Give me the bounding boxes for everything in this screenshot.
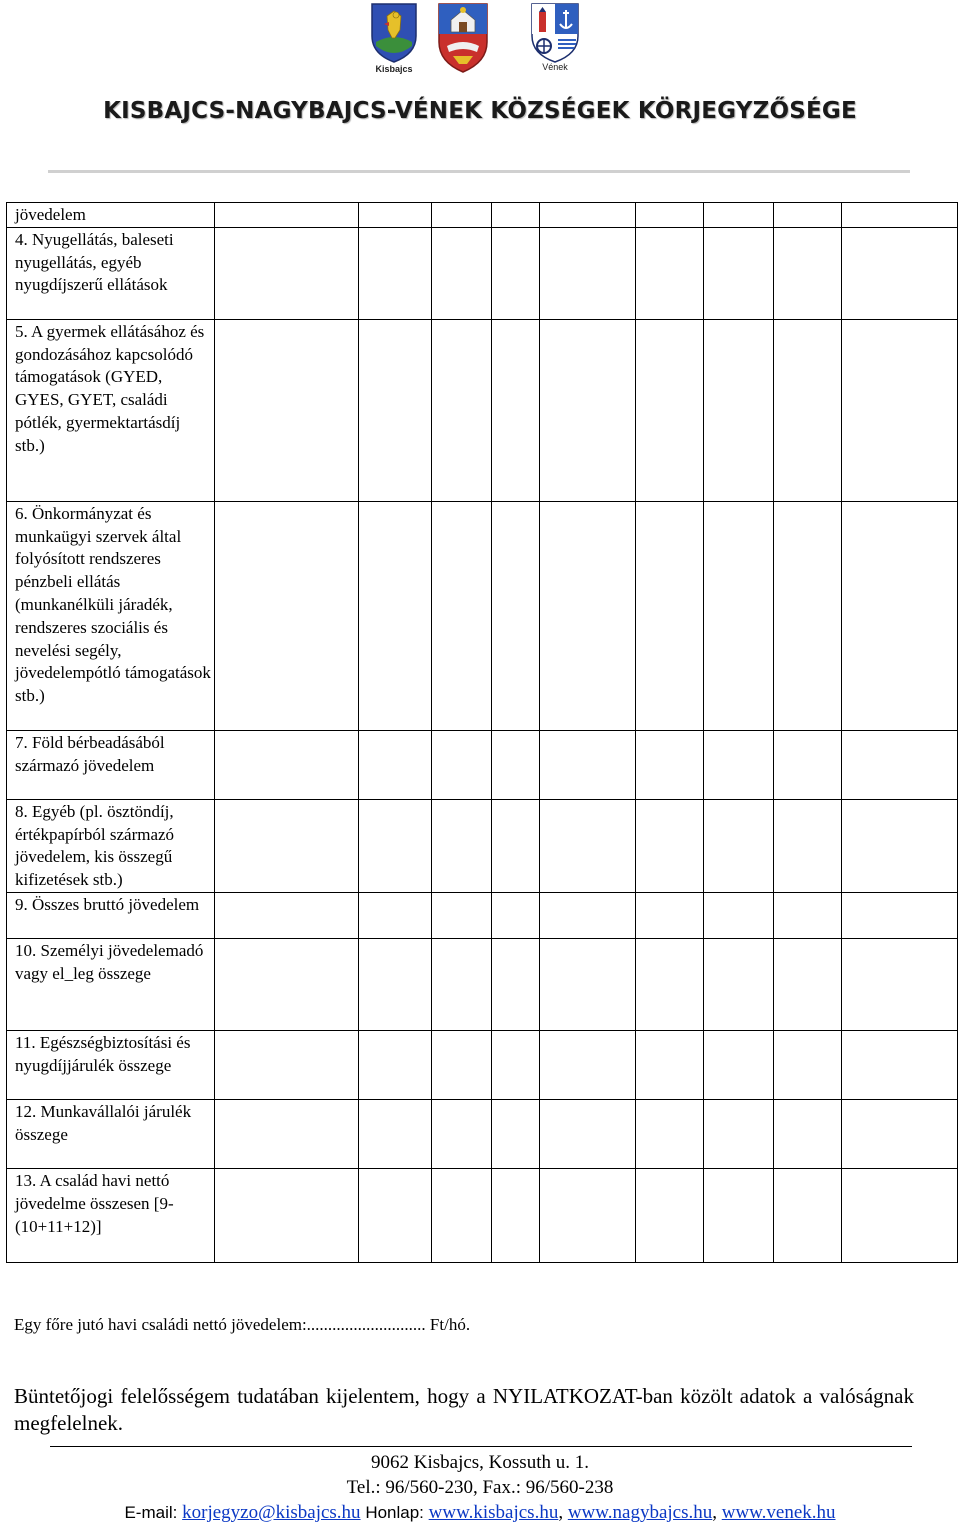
table-cell[interactable] [704,227,774,319]
table-cell[interactable] [636,799,704,892]
table-cell[interactable] [774,892,842,938]
table-cell[interactable] [492,501,540,730]
income-table [6,202,958,1263]
table-cell[interactable] [540,203,636,228]
table-cell[interactable] [636,730,704,799]
row-label: 7. Föld bérbeadásából származó jövedelem [7,730,215,799]
email-link[interactable]: korjegyzo@kisbajcs.hu [182,1502,361,1523]
table-cell[interactable] [636,319,704,501]
table-cell[interactable] [704,892,774,938]
table-cell[interactable] [492,1099,540,1168]
table-cell[interactable] [704,1030,774,1099]
table-cell[interactable] [540,319,636,501]
table-cell[interactable] [359,892,432,938]
table-cell[interactable] [359,319,432,501]
table-cell[interactable] [432,1030,492,1099]
table-cell[interactable] [636,892,704,938]
table-cell[interactable] [842,892,958,938]
table-cell[interactable] [842,227,958,319]
table-cell[interactable] [704,501,774,730]
table-cell[interactable] [215,938,359,1030]
kisbajcs-website-link[interactable]: www.kisbajcs.hu [428,1502,559,1523]
table-cell[interactable] [842,501,958,730]
table-cell[interactable] [215,1099,359,1168]
table-cell[interactable] [540,1168,636,1262]
table-cell[interactable] [636,203,704,228]
table-cell[interactable] [359,799,432,892]
table-row [7,227,958,319]
table-row [7,501,958,730]
table-cell[interactable] [774,1168,842,1262]
header-divider [48,170,910,173]
table-cell[interactable] [540,1099,636,1168]
table-cell[interactable] [432,1099,492,1168]
table-cell[interactable] [704,1099,774,1168]
table-cell[interactable] [492,319,540,501]
venek-crest-logo [530,2,580,72]
row-label: 11. Egészségbiztosítási és nyugdíjjárulék összege [7,1030,215,1099]
table-cell[interactable] [540,730,636,799]
table-cell[interactable] [359,501,432,730]
footer-divider [50,1446,912,1447]
kisbajcs-crest-logo [370,2,418,74]
table-cell[interactable] [842,799,958,892]
table-cell[interactable] [636,501,704,730]
table-row [7,892,958,938]
row-label: 13. A család havi nettó jövedelme összesen [9-(10+11+12)] [7,1168,215,1262]
table-cell[interactable] [432,227,492,319]
table-cell[interactable] [215,892,359,938]
table-cell[interactable] [540,892,636,938]
table-cell[interactable] [774,501,842,730]
table-cell[interactable] [540,501,636,730]
table-cell[interactable] [215,799,359,892]
table-cell[interactable] [774,730,842,799]
table-cell[interactable] [359,1030,432,1099]
logo-strip [0,0,960,80]
table-cell[interactable] [704,730,774,799]
table-cell[interactable] [215,501,359,730]
table-cell[interactable] [774,319,842,501]
footer-address: 9062 Kisbajcs, Kossuth u. 1. [371,1452,589,1473]
table-cell[interactable] [842,1030,958,1099]
nagybajcs-website-link[interactable]: www.nagybajcs.hu [567,1502,713,1523]
table-cell[interactable] [842,1099,958,1168]
table-cell[interactable] [704,203,774,228]
table-row [7,203,958,228]
table-cell[interactable] [704,319,774,501]
table-cell[interactable] [704,938,774,1030]
table-cell[interactable] [432,730,492,799]
table-cell[interactable] [842,938,958,1030]
row-label: jövedelem [7,203,215,228]
row-label: 4. Nyugellátás, baleseti nyugellátás, egyéb nyugdíjszerű ellátások [7,227,215,319]
table-row [7,1030,958,1099]
table-cell[interactable] [432,938,492,1030]
venek-website-link[interactable]: www.venek.hu [721,1502,836,1523]
table-cell[interactable] [432,501,492,730]
table-cell[interactable] [774,1099,842,1168]
table-cell[interactable] [492,227,540,319]
row-label: 6. Önkormányzat és munkaügyi szervek által folyósított rendszeres pénzbeli ellátás (munkanélküli járadék, rendszeres szociális és nevelési segély, jövedelempótló támogatások stb.) [7,501,215,730]
row-label: 8. Egyéb (pl. ösztöndíj, értékpapírból származó jövedelem, kis összegű kifizetések stb.) [7,799,215,892]
table-cell[interactable] [774,203,842,228]
row-label: 12. Munkavállalói járulék összege [7,1099,215,1168]
table-cell[interactable] [359,1099,432,1168]
table-cell[interactable] [215,730,359,799]
per-capita-income-line: Egy főre jutó havi családi nettó jövedelem:............................ Ft/hó. [14,1315,471,1334]
table-cell[interactable] [492,203,540,228]
table-cell[interactable] [774,799,842,892]
table-cell[interactable] [492,1030,540,1099]
table-cell[interactable] [432,203,492,228]
table-cell[interactable] [540,1030,636,1099]
table-cell[interactable] [492,1168,540,1262]
nagybajcs-crest-logo [437,2,489,74]
table-cell[interactable] [540,227,636,319]
table-cell[interactable] [215,203,359,228]
table-cell[interactable] [842,319,958,501]
table-cell[interactable] [774,938,842,1030]
table-cell[interactable] [704,799,774,892]
table-cell[interactable] [359,1168,432,1262]
table-cell[interactable] [774,227,842,319]
table-cell[interactable] [432,319,492,501]
table-cell[interactable] [359,227,432,319]
table-cell[interactable] [636,1168,704,1262]
separator: , [712,1502,722,1523]
declaration-text: Büntetőjogi felelősségem tudatában kijelentem, hogy a NYILATKOZAT-ban közölt adatok a valóságnak megfelelnek. [14,1384,914,1435]
row-label: 10. Személyi jövedelemadó vagy el_leg összege [7,938,215,1030]
table-row [7,319,958,501]
table-row [7,799,958,892]
table-cell[interactable] [359,730,432,799]
table-cell[interactable] [540,938,636,1030]
table-row [7,1168,958,1262]
table-cell[interactable] [492,938,540,1030]
table-cell[interactable] [492,730,540,799]
table-cell[interactable] [704,1168,774,1262]
table-cell[interactable] [432,1168,492,1262]
table-cell[interactable] [492,892,540,938]
table-cell[interactable] [215,1168,359,1262]
row-label: 9. Összes bruttó jövedelem [7,892,215,938]
table-cell[interactable] [359,203,432,228]
table-cell[interactable] [432,799,492,892]
page-title: KISBAJCS-NAGYBAJCS-VÉNEK KÖZSÉGEK KÖRJEGYZŐSÉGE [103,98,857,124]
venek-caption: Vének [542,62,568,72]
table-cell[interactable] [540,799,636,892]
table-cell[interactable] [492,799,540,892]
table-cell[interactable] [842,203,958,228]
table-row [7,1099,958,1168]
table-cell[interactable] [432,892,492,938]
table-cell[interactable] [636,1030,704,1099]
table-cell[interactable] [842,1168,958,1262]
kisbajcs-caption: Kisbajcs [375,64,413,74]
table-row [7,730,958,799]
table-cell[interactable] [359,938,432,1030]
row-label: 5. A gyermek ellátásához és gondozásához kapcsolódó támogatások (GYED, GYES, GYET, családi pótlék, gyermektartásdíj stb.) [7,319,215,501]
table-cell[interactable] [215,319,359,501]
table-cell[interactable] [636,1099,704,1168]
table-cell[interactable] [636,227,704,319]
email-label: E-mail: [124,1503,178,1522]
table-cell[interactable] [774,1030,842,1099]
website-label: Honlap: [365,1503,424,1522]
table-cell[interactable] [842,730,958,799]
separator: , [558,1502,568,1523]
footer-phone: Tel.: 96/560-230, Fax.: 96/560-238 [346,1477,614,1498]
table-cell[interactable] [636,938,704,1030]
footer-contact-line [0,1502,960,1524]
table-row [7,938,958,1030]
table-cell[interactable] [215,227,359,319]
table-cell[interactable] [215,1030,359,1099]
